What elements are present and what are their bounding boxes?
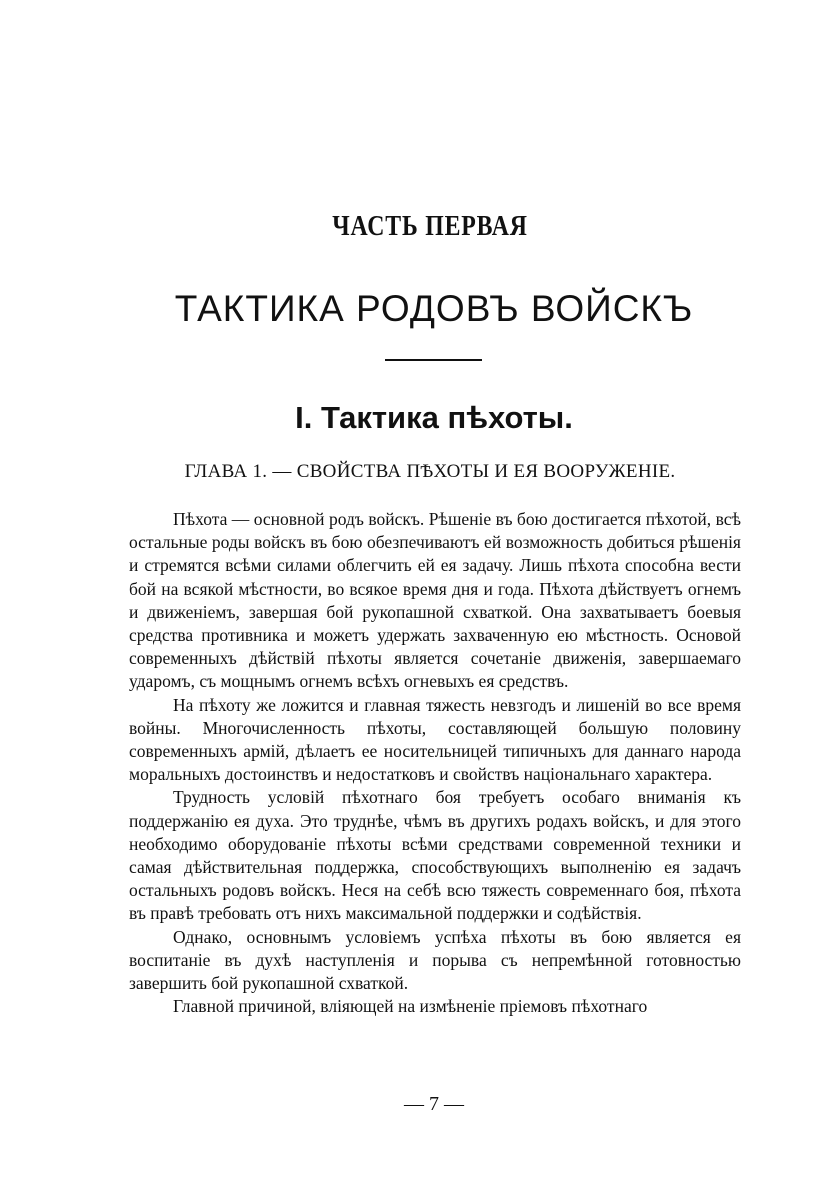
- title-divider: [385, 359, 482, 361]
- paragraph: Пѣхота — основной родъ войскъ. Рѣшеніе въ бою достигается пѣхотой, всѣ остальные роды войскъ въ бою обезпечиваютъ ей возможность добиться рѣшенія и стремятся всѣми силами облегчить ей ея задачу. Лишь пѣхота способна вести бой на всякой мѣстности, во всякое время дня и года. Пѣхота дѣйствуетъ огнемъ и движеніемъ, завершая бой рукопашной схваткой. Она захватываетъ боевыя средства противника и можетъ удержать захваченную ею мѣстность. Основой современныхъ дѣйствій пѣхоты является сочетаніе движенія, завершаемаго ударомъ, съ мощнымъ огнемъ всѣхъ огневыхъ ея средствъ.: [129, 509, 741, 692]
- subsection-title: I. Тактика пѣхоты.: [295, 400, 573, 435]
- page-number: — 7 —: [404, 1093, 464, 1115]
- chapter-title: ГЛАВА 1. — СВОЙСТВА ПѢХОТЫ И ЕЯ ВООРУЖЕНІЕ.: [184, 461, 676, 482]
- paragraph: Однако, основнымъ условіемъ успѣха пѣхоты въ бою является ея воспитаніе въ духѣ наступленія и порыва съ непремѣнной готовностью завершить бой рукопашной схваткой.: [129, 926, 741, 994]
- paragraph: Главной причиной, вліяющей на измѣненіе пріемовъ пѣхотнаго: [173, 996, 648, 1017]
- paragraph: Трудность условій пѣхотнаго боя требуетъ особаго вниманія къ поддержанію ея духа. Это труднѣе, чѣмъ въ другихъ родахъ войскъ, и для этого необходимо оборудованіе пѣхоты всѣми средствами современной техники и самая дѣйствительная поддержка, способствующихъ выполненію ея задачъ остальныхъ родовъ войскъ. Неся на себѣ всю тяжесть современнаго боя, пѣхота въ правѣ требовать отъ нихъ максимальной поддержки и содѣйствія.: [129, 787, 741, 924]
- paragraph: На пѣхоту же ложится и главная тяжесть невзгодъ и лишеній во все время войны. Многочисленность пѣхоты, составляющей большую половину современныхъ армій, дѣлаетъ ее носительницей типичныхъ для даннаго народа моральныхъ достоинствъ и недостатковъ и свойствъ національнаго характера.: [129, 694, 741, 785]
- part-title: ЧАСТЬ ПЕРВАЯ: [332, 210, 528, 242]
- body-text: [129, 508, 741, 1018]
- section-title: ТАКТИКА РОДОВЪ ВОЙСКЪ: [174, 288, 694, 329]
